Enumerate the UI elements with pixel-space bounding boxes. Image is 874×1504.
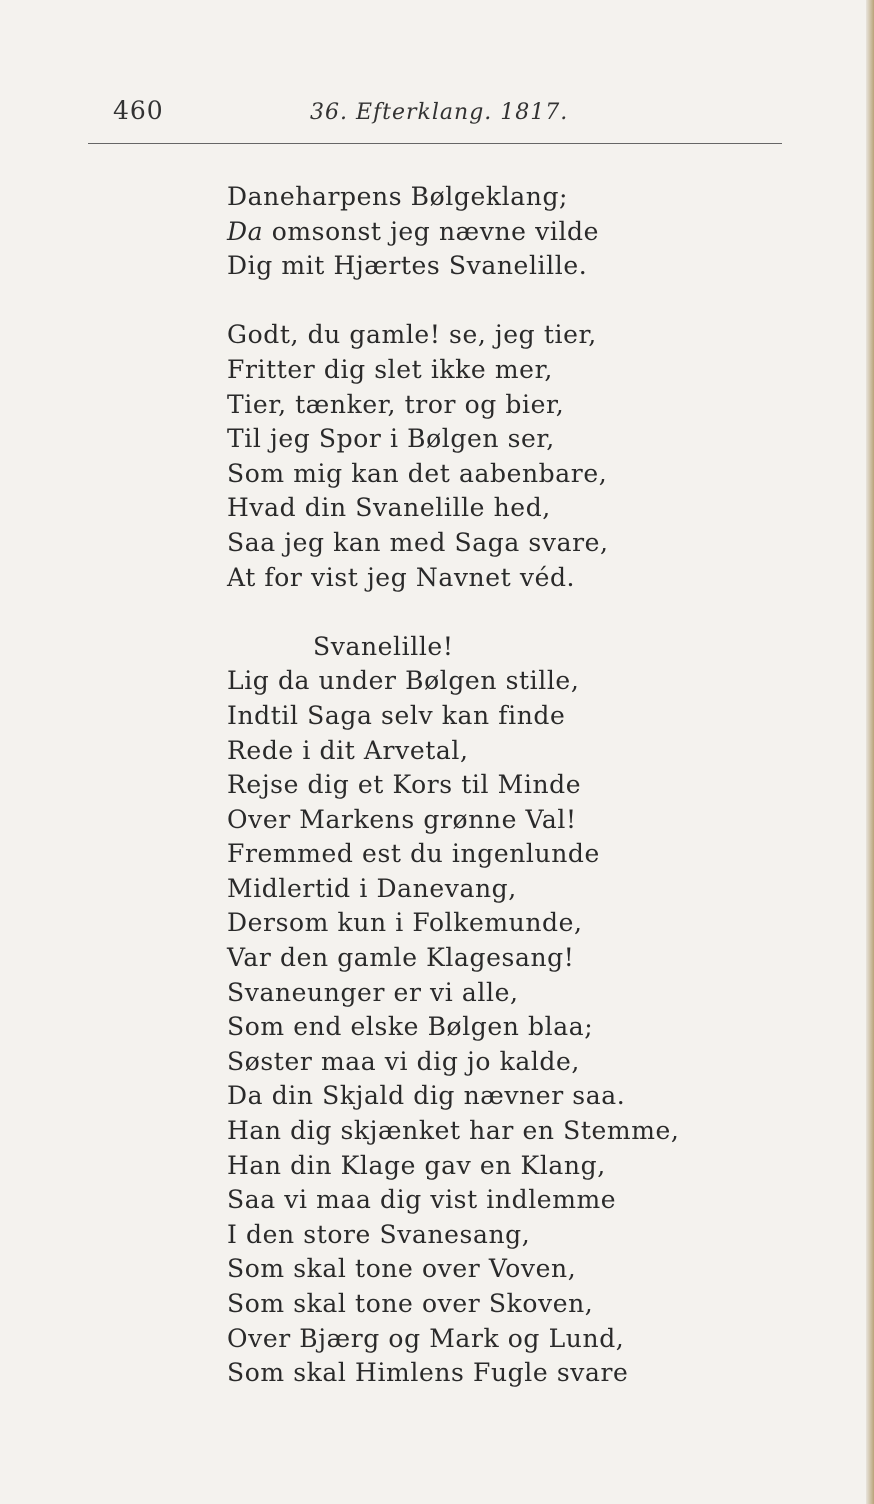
poem-line: Som mig kan det aabenbare, [227,458,608,488]
poem-line: Søster maa vi dig jo kalde, [227,1046,580,1076]
poem-line: Godt, du gamle! se, jeg tier, [227,320,597,350]
poem-line: Midlertid i Danevang, [227,873,517,903]
poem-line: Over Markens grønne Val! [227,804,577,834]
running-head: 36. Efterklang. 1817. [310,100,569,125]
poem-line: Daneharpens Bølgeklang; [227,182,569,211]
poem-line: Dig mit Hjærtes Svanelille. [227,251,588,281]
poem-line: Saa jeg kan med Saga svare, [227,527,609,557]
poem-line: Han din Klage gav en Klang, [227,1150,606,1180]
line-text: omsonst jeg nævne vilde [263,216,600,246]
header-rule [88,143,782,144]
poem-line: Rede i dit Arvetal, [227,735,469,765]
poem-line: Hvad din Svanelille hed, [227,493,551,523]
poem-line: Fritter dig slet ikke mer, [227,354,553,384]
poem-line: Fremmed est du ingenlunde [227,839,600,869]
poem-line: Til jeg Spor i Bølgen ser, [227,424,555,454]
poem-line: Saa vi maa dig vist indlemme [227,1185,617,1215]
poem-line-indented: Svanelille! [313,631,454,661]
poem-line: Over Bjærg og Mark og Lund, [227,1323,625,1353]
page-header [0,96,874,136]
poem-line: Som skal Himlens Fugle svare [227,1358,629,1388]
poem-line: Svaneunger er vi alle, [227,977,519,1007]
page-number: 460 [113,96,164,125]
poem-line: Indtil Saga selv kan finde [227,700,566,730]
poem-line: Som skal tone over Voven, [227,1254,577,1284]
poem-line: Da din Skjald dig nævner saa. [227,1081,626,1111]
poem-line: Som skal tone over Skoven, [227,1289,594,1318]
poem-line: Tier, tænker, tror og bier, [227,389,565,419]
poem-line: I den store Svanesang, [227,1219,531,1249]
poem-line: Dersom kun i Folkemunde, [227,908,583,938]
poem-body [227,180,827,1391]
poem-line: Som end elske Bølgen blaa; [227,1012,594,1042]
poem-line [227,215,827,250]
poem-line: Han dig skjænket har en Stemme, [227,1116,680,1146]
italic-word: Da [227,216,264,246]
poem-line: Lig da under Bølgen stille, [227,666,580,696]
stanza-gap [227,284,827,319]
stanza-gap [227,595,827,630]
poem-line: Var den gamle Klagesang! [227,943,575,973]
poem-line: Rejse dig et Kors til Minde [227,770,582,800]
poem-line: At for vist jeg Navnet véd. [227,562,576,592]
page-edge [866,0,874,1504]
